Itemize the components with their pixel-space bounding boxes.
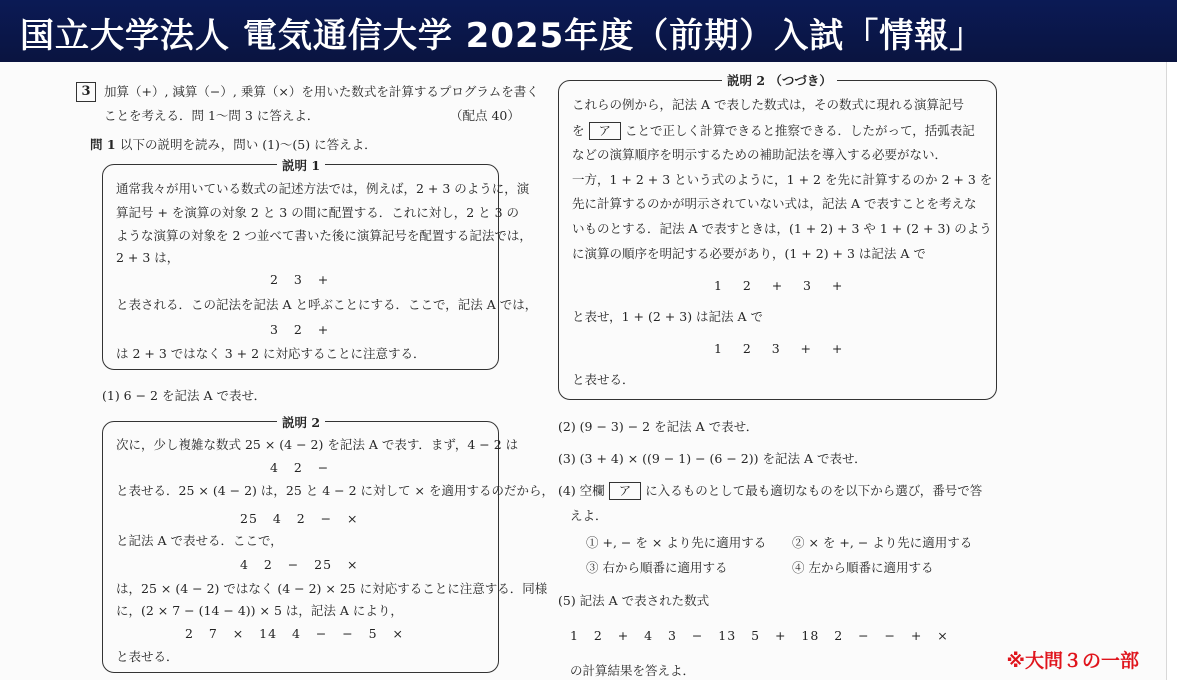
exp2-line1: 次に，少し複雑な数式 25 × (4 − 2) を記法 A で表す．まず，4 − 2 は [116, 437, 519, 452]
exp2c-line4: 一方，1 + 2 + 3 という式のように，1 + 2 を先に計算するのか 2 + 3 を [572, 172, 993, 187]
blank-a-ref: ア [609, 482, 642, 500]
explanation2-title: 説明 2 [277, 413, 325, 431]
exp2c-line7: に演算の順序を明記する必要があり，(1 + 2) + 3 は記法 A で [572, 246, 926, 261]
sub5-line2: の計算結果を答えよ． [570, 663, 696, 678]
exp2c-line2 [572, 122, 975, 140]
option-2: ② × を +, − より先に適用する [792, 535, 973, 550]
exp2-formula3: 4 2 − 25 × [240, 557, 359, 572]
exp2c-line6: いものとする．記法 A で表すときは，(1 + 2) + 3 や 1 + (2 + 3) のよう [572, 221, 992, 236]
subquestion-3: (3) (3 + 4) × ((9 − 1) − (6 − 2)) を記法 A で表せ． [558, 451, 867, 466]
page-title: 国立大学法人 電気通信大学 2025年度（前期）入試「情報」 [20, 16, 985, 56]
exp2c-formula2: 1 2 3 + + [714, 341, 844, 356]
sub5-formula: 1 2 + 4 3 − 13 5 + 18 2 − − + × [570, 628, 949, 643]
option-1: ① +, − を × より先に適用する [586, 535, 767, 550]
option-3: ③ 右から順番に適用する [586, 560, 728, 575]
title-banner [0, 0, 1177, 62]
exp1-line5: と表される．この記法を記法 A と呼ぶことにする．ここで，記法 A では， [116, 297, 538, 312]
exp1-line2: 算記号 + を演算の対象 2 と 3 の間に配置する．これに対し，2 と 3 の [116, 205, 520, 220]
sub4-pre: (4) 空欄 [558, 483, 605, 498]
exp2-line3: と記法 A で表せる．ここで， [116, 533, 283, 548]
exp1-line6: は 2 + 3 ではなく 3 + 2 に対応することに注意する． [116, 346, 426, 361]
option-4: ④ 左から順番に適用する [792, 560, 934, 575]
exp2-line2: と表せる．25 × (4 − 2) は，25 と 4 − 2 に対して × を適用するのだから， [116, 483, 554, 498]
blank-a: ア [589, 122, 622, 140]
exp2c-formula1: 1 2 + 3 + [714, 278, 844, 293]
exp1-line4: 2 + 3 は， [116, 250, 180, 265]
exp1-line3: ような演算の対象を 2 つ並べて書いた後に演算記号を配置する記法では， [116, 228, 532, 243]
exp1-formula2: 3 2 + [270, 322, 330, 337]
exp2c-line2-pre: を [572, 123, 585, 138]
question-intro-line1: 加算（+）, 減算（−）, 乗算（×）を用いた数式を計算するプログラムを書く [104, 84, 539, 99]
explanation2-continued-title: 説明 2 （つづき） [722, 71, 837, 89]
question-number: 3 [76, 82, 96, 102]
exp1-formula1: 2 3 + [270, 272, 330, 287]
subquestion-4 [558, 482, 982, 500]
explanation1-title: 説明 1 [277, 156, 325, 174]
exp2-line5: に，(2 × 7 − (14 − 4)) × 5 は，記法 A により， [116, 603, 403, 618]
exp2-formula2: 25 4 2 − × [240, 511, 359, 526]
exp2-line4: は，25 × (4 − 2) ではなく (4 − 2) × 25 に対応することに注意する．同様 [116, 581, 548, 596]
question-points: （配点 40） [450, 108, 520, 123]
exp1-line1: 通常我々が用いている数式の記述方法では，例えば，2 + 3 のように，演 [116, 181, 530, 196]
sub4-post: に入るものとして最も適切なものを以下から選び，番号で答 [645, 483, 983, 498]
exp2-formula1: 4 2 − [270, 460, 330, 475]
exp2c-line9: と表せる． [572, 372, 635, 387]
subquestion-2: (2) (9 − 3) − 2 を記法 A で表せ． [558, 419, 759, 434]
exp2c-line3: などの演算順序を明示するための補助記法を導入する必要がない． [572, 147, 948, 162]
exp2c-line8: と表せ，1 + (2 + 3) は記法 A で [572, 309, 764, 324]
subquestion-5: (5) 記法 A で表された数式 [558, 593, 710, 608]
exp2-line6: と表せる． [116, 649, 179, 664]
q1-label: 問 1 [90, 137, 116, 152]
subquestion-1: (1) 6 − 2 を記法 A で表せ． [102, 388, 267, 403]
exp2c-line5: 先に計算するのかが明示されていない式は，記法 A で表すことを考えな [572, 196, 977, 211]
q1-text: 以下の説明を読み，問い (1)〜(5) に答えよ． [120, 137, 377, 152]
exp2c-line1: これらの例から，記法 A で表した数式は，その数式に現れる演算記号 [572, 97, 964, 112]
sub4-line2: えよ． [570, 508, 608, 523]
exp2-formula4: 2 7 × 14 4 − − 5 × [185, 626, 404, 641]
question-intro-line2: ことを考える．問 1〜問 3 に答えよ． [104, 108, 320, 123]
exp2c-line2-post: ことで正しく計算できると推察できる．したがって，括弧表記 [625, 123, 975, 138]
excerpt-note: ※大問３の一部 [1006, 650, 1139, 672]
